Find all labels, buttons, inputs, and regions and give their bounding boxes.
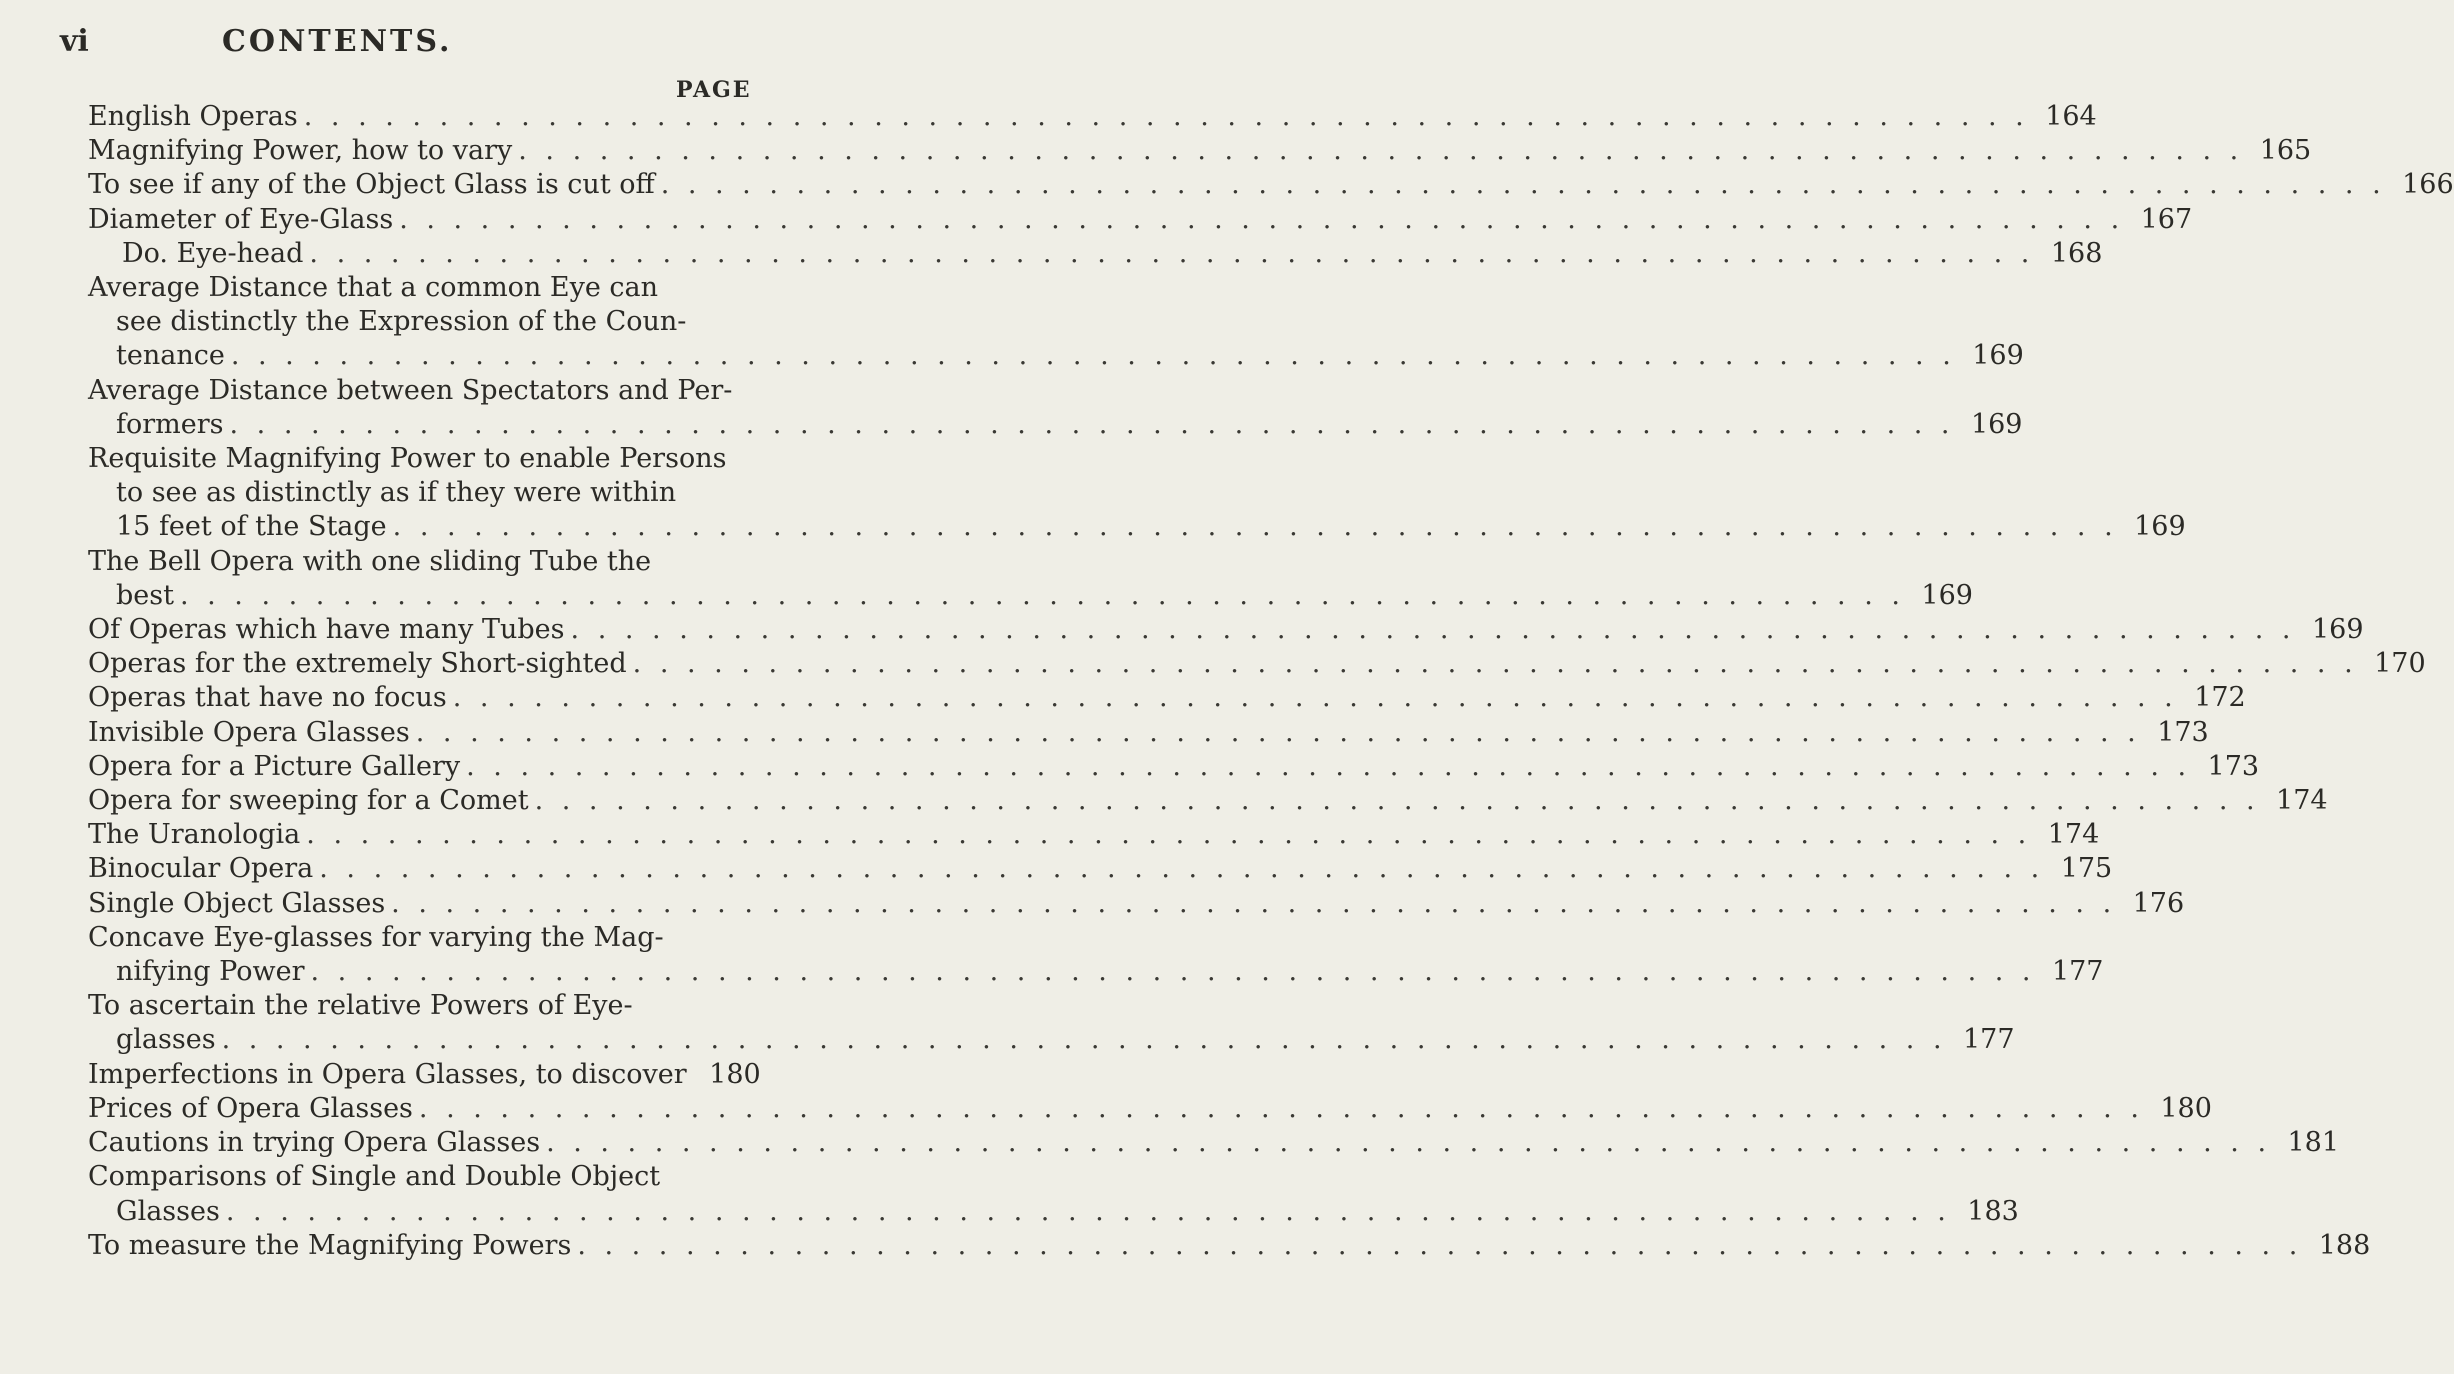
toc-entry-text: To ascertain the relative Powers of Eye- bbox=[88, 990, 633, 1022]
toc-entry-text: Binocular Opera bbox=[88, 853, 314, 885]
dot-leader bbox=[571, 613, 2296, 647]
dot-leader bbox=[306, 818, 2031, 852]
toc-entry bbox=[88, 134, 2312, 168]
toc-entry-line bbox=[88, 545, 748, 579]
dot-leader bbox=[546, 1126, 2271, 1160]
toc-entry bbox=[88, 1058, 761, 1092]
toc-entry bbox=[88, 237, 2103, 271]
toc-entry bbox=[88, 271, 2024, 374]
toc-entry-text: 15 feet of the Stage bbox=[116, 511, 387, 543]
toc-entry-line bbox=[88, 647, 2426, 681]
toc-entry bbox=[88, 1092, 2212, 1126]
toc-entry-text: Of Operas which have many Tubes bbox=[88, 614, 565, 646]
dot-leader bbox=[466, 750, 2191, 784]
toc-entry-text: The Uranologia bbox=[88, 819, 301, 851]
toc-entry-line bbox=[88, 579, 1973, 613]
toc-entry-line bbox=[88, 476, 748, 510]
toc-page-number: 168 bbox=[2050, 237, 2103, 269]
dot-leader bbox=[304, 100, 2029, 134]
toc-entry-line bbox=[88, 1023, 2015, 1057]
toc-entry-text: Prices of Opera Glasses bbox=[88, 1092, 413, 1124]
toc-entry-line bbox=[88, 613, 2364, 647]
toc-entry-text: see distinctly the Expression of the Coun- bbox=[116, 306, 687, 338]
dot-leader bbox=[535, 784, 2260, 818]
toc-entry-line bbox=[88, 203, 2193, 237]
toc-entry-line bbox=[88, 1229, 2371, 1263]
toc-entry bbox=[88, 374, 2023, 442]
toc-page-number: 176 bbox=[2132, 887, 2185, 919]
toc-entry bbox=[88, 681, 2246, 715]
dot-leader bbox=[518, 134, 2243, 168]
toc-entry-line bbox=[88, 989, 748, 1023]
dot-leader bbox=[309, 237, 2034, 271]
toc-entry bbox=[88, 168, 2454, 202]
toc-entry-line bbox=[88, 1058, 761, 1092]
toc-entry bbox=[88, 784, 2328, 818]
dot-leader bbox=[419, 1092, 2144, 1126]
toc-entry bbox=[88, 545, 1973, 613]
toc-entry bbox=[88, 818, 2100, 852]
toc-entry bbox=[88, 1160, 2019, 1228]
toc-entry-text: formers bbox=[116, 408, 224, 440]
toc-page-number: 181 bbox=[2287, 1127, 2340, 1159]
toc-page-number: 169 bbox=[1970, 408, 2023, 440]
toc-page-number: 164 bbox=[2045, 101, 2097, 132]
toc-page-number: 172 bbox=[2194, 682, 2246, 714]
toc-entry bbox=[88, 1229, 2371, 1263]
toc-entry-text: Magnifying Power, how to vary bbox=[88, 135, 513, 167]
dot-leader bbox=[633, 647, 2358, 681]
toc-page-number: 166 bbox=[2402, 169, 2454, 201]
toc-entry-line bbox=[88, 1160, 748, 1194]
toc-page-number: 177 bbox=[2051, 956, 2104, 988]
toc-entry-text: Operas that have no focus bbox=[88, 682, 447, 714]
dot-leader bbox=[230, 408, 1955, 442]
dot-leader bbox=[453, 681, 2178, 715]
dot-leader bbox=[319, 852, 2044, 886]
page-column-label: PAGE bbox=[676, 77, 752, 103]
toc-page-number: 175 bbox=[2060, 853, 2113, 885]
toc-entry bbox=[88, 442, 2186, 545]
toc-entry-line bbox=[88, 510, 2186, 544]
toc-entry-line bbox=[88, 1195, 2019, 1229]
toc-entry-line bbox=[88, 442, 748, 476]
toc-entry bbox=[88, 647, 2426, 681]
dot-leader bbox=[416, 716, 2141, 750]
toc-entry-text: glasses bbox=[116, 1024, 216, 1056]
toc-entry-line bbox=[88, 818, 2100, 852]
toc-page-number: 169 bbox=[1921, 579, 1973, 611]
toc-entry-text: Opera for a Picture Gallery bbox=[88, 750, 461, 782]
toc-entry bbox=[88, 613, 2364, 647]
toc-page-number: 169 bbox=[2134, 511, 2186, 543]
dot-leader bbox=[226, 1195, 1951, 1229]
dot-leader bbox=[393, 510, 2118, 544]
toc-entry-line bbox=[88, 681, 2246, 715]
dot-leader bbox=[399, 203, 2124, 237]
page-number: vi bbox=[60, 24, 89, 59]
toc-entry-text: English Operas bbox=[88, 101, 298, 132]
toc-entry-text: Operas for the extremely Short-sighted bbox=[88, 648, 627, 680]
dot-leader bbox=[180, 579, 1905, 613]
toc-page-number: 167 bbox=[2140, 203, 2193, 235]
toc-entry-text: to see as distinctly as if they were within bbox=[116, 477, 677, 509]
toc-entry-line bbox=[88, 408, 2023, 442]
toc-entry-line bbox=[88, 1126, 2340, 1160]
toc-entry-line bbox=[88, 134, 2312, 168]
toc-entry-text: Average Distance that a common Eye can bbox=[88, 272, 659, 304]
toc-entry-text: Concave Eye-glasses for varying the Mag- bbox=[88, 921, 664, 953]
toc-entry-text: Diameter of Eye-Glass bbox=[88, 203, 394, 235]
toc-entry bbox=[88, 100, 2097, 134]
toc-page-number: 177 bbox=[1963, 1024, 2015, 1056]
toc-entry-text: Opera for sweeping for a Comet bbox=[88, 785, 529, 817]
toc-entry bbox=[88, 989, 2015, 1057]
dot-leader bbox=[577, 1229, 2302, 1263]
toc-entry-text: nifying Power bbox=[116, 956, 305, 988]
toc-entry bbox=[88, 716, 2209, 750]
toc-entry bbox=[88, 921, 2104, 989]
toc-page-number: 188 bbox=[2318, 1229, 2371, 1261]
toc-entry-text: Invisible Opera Glasses bbox=[88, 716, 410, 748]
toc-entry-line bbox=[88, 100, 2097, 134]
toc-entry-text: Single Object Glasses bbox=[88, 887, 386, 919]
toc-entry-text: To see if any of the Object Glass is cut off bbox=[88, 169, 655, 201]
toc-page-number: 174 bbox=[2047, 819, 2100, 851]
toc-page-number: 173 bbox=[2157, 716, 2209, 748]
dot-leader bbox=[222, 1023, 1947, 1057]
toc-entry-text: Comparisons of Single and Double Object bbox=[88, 1161, 661, 1193]
toc-entry-text: To measure the Magnifying Powers bbox=[88, 1229, 572, 1261]
toc-entry-text: Do. Eye-head bbox=[122, 237, 304, 269]
dot-leader bbox=[391, 887, 2116, 921]
toc-entry-line bbox=[88, 784, 2328, 818]
toc-entry-line bbox=[88, 955, 2104, 989]
toc-page-number: 180 bbox=[2160, 1092, 2212, 1124]
toc-entry-text: best bbox=[116, 579, 174, 611]
toc-entry-line bbox=[88, 716, 2209, 750]
toc-entry-text: Imperfections in Opera Glasses, to discover bbox=[88, 1058, 687, 1090]
table-of-contents bbox=[88, 100, 2454, 1355]
toc-page-number: 165 bbox=[2259, 135, 2312, 167]
toc-entry-line bbox=[88, 271, 748, 305]
running-head-title: CONTENTS. bbox=[222, 24, 453, 59]
toc-entry-text: The Bell Opera with one sliding Tube the bbox=[88, 545, 652, 577]
toc-entry-line bbox=[88, 750, 2260, 784]
toc-page-number: 169 bbox=[2311, 614, 2364, 646]
toc-entry-line bbox=[88, 339, 2024, 373]
toc-entry bbox=[88, 887, 2185, 921]
toc-page-number: 174 bbox=[2276, 785, 2328, 817]
toc-entry bbox=[88, 852, 2113, 886]
toc-entry-line bbox=[88, 887, 2185, 921]
toc-entry bbox=[88, 750, 2260, 784]
toc-entry-line bbox=[88, 305, 748, 339]
toc-entry-text: Cautions in trying Opera Glasses bbox=[88, 1127, 541, 1159]
toc-entry-line bbox=[88, 237, 2103, 271]
toc-entry-line bbox=[88, 374, 748, 408]
toc-entry-line bbox=[88, 921, 748, 955]
dot-leader bbox=[661, 168, 2386, 202]
toc-entry-text: Requisite Magnifying Power to enable Persons bbox=[88, 443, 727, 475]
toc-page-number: 180 bbox=[709, 1058, 761, 1090]
toc-entry-text: Glasses bbox=[116, 1195, 220, 1227]
toc-entry-line bbox=[88, 168, 2454, 202]
toc-entry-text: tenance bbox=[116, 340, 225, 372]
toc-page-number: 169 bbox=[1972, 340, 2024, 372]
dot-leader bbox=[231, 339, 1956, 373]
toc-entry-line bbox=[88, 1092, 2212, 1126]
toc-entry bbox=[88, 1126, 2340, 1160]
toc-page-number: 183 bbox=[1967, 1195, 2019, 1227]
toc-page-number: 170 bbox=[2374, 648, 2426, 680]
toc-entry-line bbox=[88, 852, 2113, 886]
toc-page-number: 173 bbox=[2207, 750, 2260, 782]
toc-entry bbox=[88, 203, 2193, 237]
dot-leader bbox=[311, 955, 2036, 989]
toc-entry-text: Average Distance between Spectators and Per- bbox=[88, 374, 733, 406]
